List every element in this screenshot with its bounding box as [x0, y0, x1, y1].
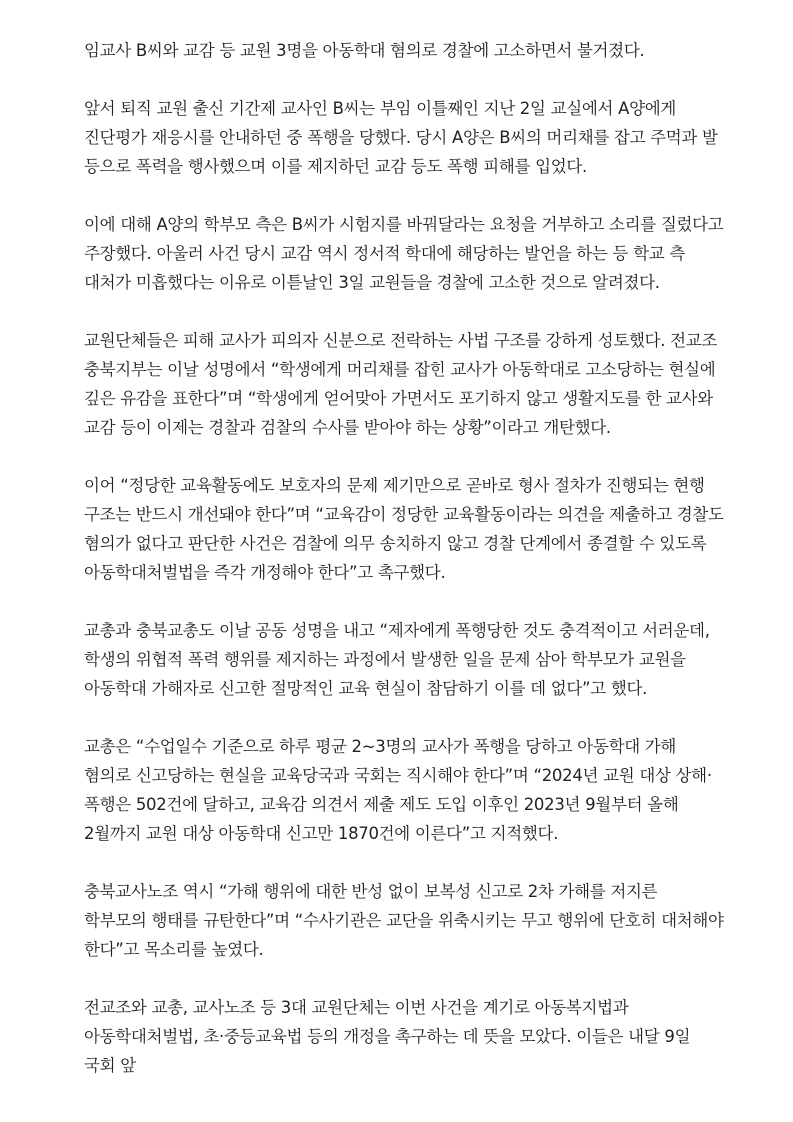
article-paragraph: 교총과 충북교총도 이날 공동 성명을 내고 “제자에게 폭행당한 것도 충격적이고 서러운데, 학생의 위협적 폭력 행위를 제지하는 과정에서 발생한 일을 문제 삼아 학부모가 교원을 아동학대 가해자로 신고한 절망적인 교육 현실이 참담하기 이를 데 없다”고 했다. — [84, 621, 710, 698]
article-paragraph: 이에 대해 A양의 학부모 측은 B씨가 시험지를 바꿔달라는 요청을 거부하고 소리를 질렀다고 주장했다. 아울러 사건 당시 교감 역시 정서적 학대에 해당하는 발언을 하는 등 학교 측 대처가 미흡했다는 이유로 이튿날인 3일 교원들을 경찰에 고소한 것으로 알려졌다. — [84, 215, 724, 292]
article-paragraph: 전교조와 교총, 교사노조 등 3대 교원단체는 이번 사건을 계기로 아동복지법과 아동학대처벌법, 초·중등교육법 등의 개정을 촉구하는 데 뜻을 모았다. 이들은 내달 9일 국회 앞 — [84, 998, 691, 1075]
article-body — [84, 36, 724, 1109]
article-paragraph: 임교사 B씨와 교감 등 교원 3명을 아동학대 혐의로 경찰에 고소하면서 불거졌다. — [84, 41, 645, 60]
article-paragraph: 충북교사노조 역시 “가해 행위에 대한 반성 없이 보복성 신고로 2차 가해를 저지른 학부모의 행태를 규탄한다”며 “수사기관은 교단을 위축시키는 무고 행위에 단호히 대처해야 한다”고 목소리를 높였다. — [84, 882, 724, 959]
article-paragraph: 교총은 “수업일수 기준으로 하루 평균 2~3명의 교사가 폭행을 당하고 아동학대 가해 혐의로 신고당하는 현실을 교육당국과 국회는 직시해야 한다”며 “2024년 교원 대상 상해·폭행은 502건에 달하고, 교육감 의견서 제출 제도 도입 이후인 2023년 9월부터 올해 2월까지 교원 대상 아동학대 신고만 1870건에 이른다”고 지적했다. — [84, 737, 712, 843]
article-paragraph: 앞서 퇴직 교원 출신 기간제 교사인 B씨는 부임 이틀째인 지난 2일 교실에서 A양에게 진단평가 재응시를 안내하던 중 폭행을 당했다. 당시 A양은 B씨의 머리채를 잡고 주먹과 발 등으로 폭력을 행사했으며 이를 제지하던 교감 등도 폭행 피해를 입었다. — [84, 99, 718, 176]
article-paragraph: 이어 “정당한 교육활동에도 보호자의 문제 제기만으로 곧바로 형사 절차가 진행되는 현행 구조는 반드시 개선돼야 한다”며 “교육감이 정당한 교육활동이라는 의견을 제출하고 경찰도 혐의가 없다고 판단한 사건은 검찰에 의무 송치하지 않고 경찰 단계에서 종결할 수 있도록 아동학대처벌법을 즉각 개정해야 한다”고 촉구했다. — [84, 476, 724, 582]
article-paragraph: 교원단체들은 피해 교사가 피의자 신분으로 전락하는 사법 구조를 강하게 성토했다. 전교조 충북지부는 이날 성명에서 “학생에게 머리채를 잡힌 교사가 아동학대로 고소당하는 현실에 깊은 유감을 표한다”며 “학생에게 얻어맞아 가면서도 포기하지 않고 생활지도를 한 교사와 교감 등이 이제는 경찰과 검찰의 수사를 받아야 하는 상황”이라고 개탄했다. — [84, 331, 718, 437]
